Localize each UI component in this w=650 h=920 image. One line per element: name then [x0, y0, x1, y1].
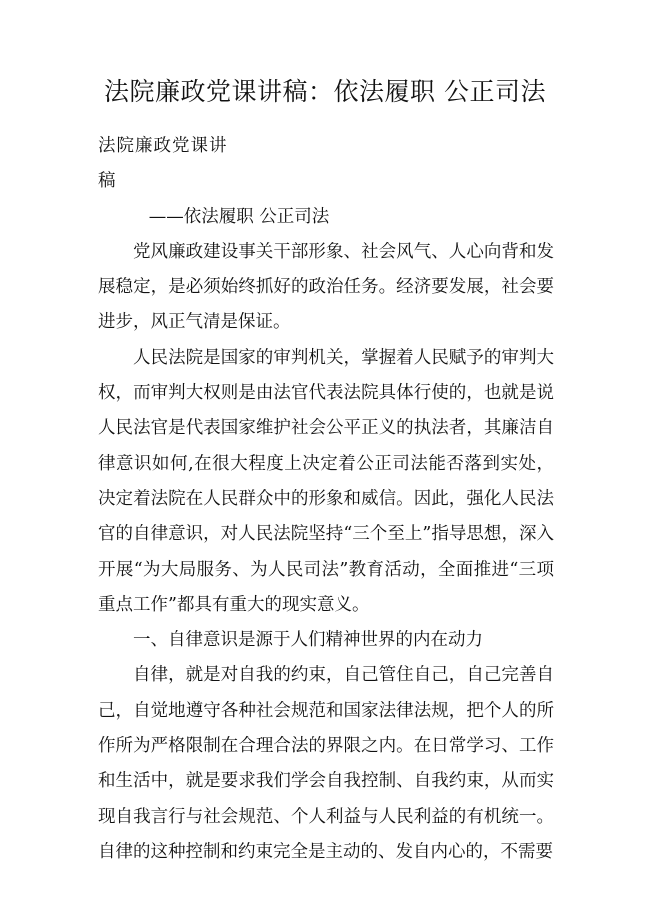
- paragraph-3: 自律，就是对自我的约束，自己管住自己，自己完善自己，自觉地遵守各种社会规范和国家法律法规，把个人的所作所为严格限制在合理合法的界限之内。在日常学习、工作和生活中，就是要求我们学会自我控制、自我约束，从而实现自我言行与社会规范、个人利益与人民利益的有机统一。自律的这种控制和约束完全是主动的、发自内心的，不需要: [98, 665, 554, 862]
- document-title: 法院廉政党课讲稿：依法履职 公正司法: [104, 77, 546, 106]
- section-heading-1: 一、自律意识是源于人们精神世界的内在动力: [133, 630, 483, 651]
- document-body: [98, 129, 554, 870]
- heading-wrap-line: 稿: [98, 171, 116, 192]
- heading-right-line: 法院廉政党课讲: [98, 136, 228, 156]
- paragraph-2: 人民法院是国家的审判机关，掌握着人民赋予的审判大权，而审判大权则是由法官代表法院具体行使的，也就是说人民法官是代表国家维护社会公平正义的执法者，其廉洁自律意识如何,在很大程度上决定着公正司法能否落到实处，决定着法院在人民群众中的形象和威信。因此，强化人民法官的自律意识，对人民法院坚持“三个至上”指导思想，深入开展“为大局服务、为人民司法”教育活动，全面推进“三项重点工作”都具有重大的现实意义。: [98, 347, 554, 615]
- paragraph-1: 党风廉政建设事关干部形象、社会风气、人心向背和发展稳定，是必须始终抓好的政治任务。经济要发展，社会要进步，风正气清是保证。: [98, 241, 554, 333]
- document-subtitle: ——依法履职 公正司法: [148, 206, 330, 227]
